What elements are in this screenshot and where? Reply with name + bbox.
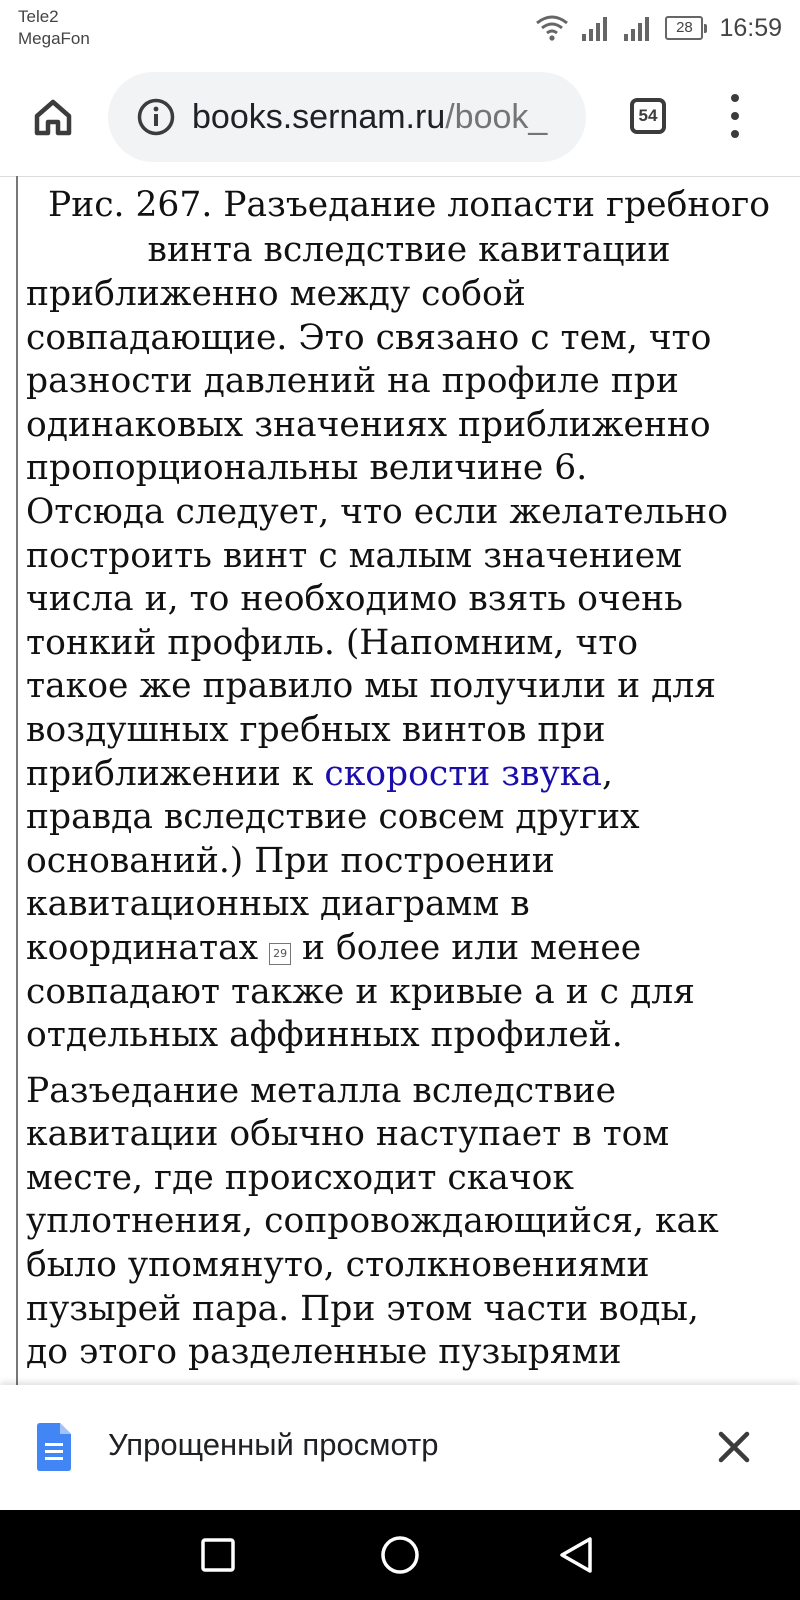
status-icons (535, 10, 782, 46)
text-line: совпадающие. Это связано с тем, что (26, 317, 712, 358)
battery-icon (665, 16, 707, 40)
battery-tip (704, 24, 707, 33)
carrier-2: MegaFon (18, 29, 90, 48)
clock: 16:59 (719, 13, 782, 42)
address-bar[interactable] (108, 72, 586, 162)
text-line: месте, где происходит скачок (26, 1157, 574, 1198)
formula-image-icon: 29 (269, 943, 291, 965)
close-icon[interactable] (712, 1425, 756, 1469)
text-line: было упомянуто, столкновениями (26, 1245, 650, 1286)
text-line: одинаковых значениях приближенно (26, 404, 711, 445)
paragraph-2 (18, 1070, 800, 1375)
more-vert-icon[interactable] (720, 94, 750, 138)
text-line: числа и, то необходимо взять очень (26, 579, 683, 620)
text-span: , (601, 753, 613, 794)
text-line: оснований.) При построении (26, 840, 555, 881)
back-icon[interactable] (554, 1532, 600, 1578)
navigation-bar (0, 1510, 800, 1600)
caption-line: винта вследствие кавитации (147, 230, 671, 270)
figure-caption (18, 176, 800, 273)
text-line: пропорциональны величине 6. (26, 448, 588, 489)
sound-speed-link[interactable]: скорости звука (324, 753, 602, 794)
simplified-view-label[interactable]: Упрощенный просмотр (108, 1427, 439, 1462)
text-line: Разъедание металла вследствие (26, 1070, 616, 1111)
text-line: пузырей пара. При этом части воды, (26, 1288, 699, 1329)
url-host: books.sernam.ru (192, 97, 446, 136)
text-line: Отсюда следует, что если желательно (26, 491, 728, 532)
caption-line: Рис. 267. Разъедание лопасти гребного (48, 185, 770, 225)
text-line: до этого разделенные пузырями (26, 1332, 622, 1373)
text-line: построить винт с малым значением (26, 535, 683, 576)
document-icon (37, 1423, 71, 1476)
text-span: и более или менее (291, 927, 642, 968)
status-bar (0, 0, 800, 60)
wifi-icon (535, 14, 569, 42)
text-line: приближенно между собой (26, 274, 526, 314)
text-line: уплотнения, сопровождающийся, как (26, 1201, 719, 1242)
menu-dot (731, 112, 739, 120)
text-span: приближении к (26, 753, 325, 794)
text-line: отдельных аффинных профилей. (26, 1015, 623, 1056)
text-line (26, 753, 800, 797)
text-line: кавитационных диаграмм в (26, 884, 530, 925)
signal-icon (581, 14, 611, 42)
home-button[interactable] (28, 92, 78, 142)
simplified-view-bar[interactable] (0, 1385, 800, 1510)
text-line: разности давлений на профиле при (26, 361, 679, 402)
text-line: кавитации обычно наступает в том (26, 1114, 670, 1155)
text-line: воздушных гребных винтов при (26, 709, 606, 750)
text-line: правда вследствие совсем других (26, 797, 640, 838)
recents-icon[interactable] (195, 1532, 241, 1578)
text-line: такое же правило мы получили и для (26, 666, 717, 707)
tabs-icon: 54 (630, 98, 666, 134)
url-text[interactable] (192, 98, 562, 137)
home-icon (32, 96, 74, 138)
signal-icon (623, 14, 653, 42)
carrier-names (18, 6, 90, 50)
home-circle-icon[interactable] (377, 1532, 423, 1578)
text-span: координатах (26, 927, 270, 968)
url-path: /book_ (445, 97, 548, 136)
carrier-1: Tele2 (18, 7, 59, 26)
menu-dot (731, 94, 739, 102)
browser-toolbar (0, 60, 800, 177)
tab-switcher-button[interactable] (626, 94, 670, 138)
text-line: тонкий профиль. (Напомним, что (26, 622, 638, 663)
menu-dot (731, 130, 739, 138)
battery-level: 28 (665, 16, 703, 40)
text-line (26, 927, 800, 971)
page-content[interactable] (16, 176, 800, 1385)
paragraph-1 (18, 273, 800, 1058)
info-icon[interactable] (134, 95, 178, 139)
text-line: совпадают также и кривые а и с для (26, 971, 695, 1012)
